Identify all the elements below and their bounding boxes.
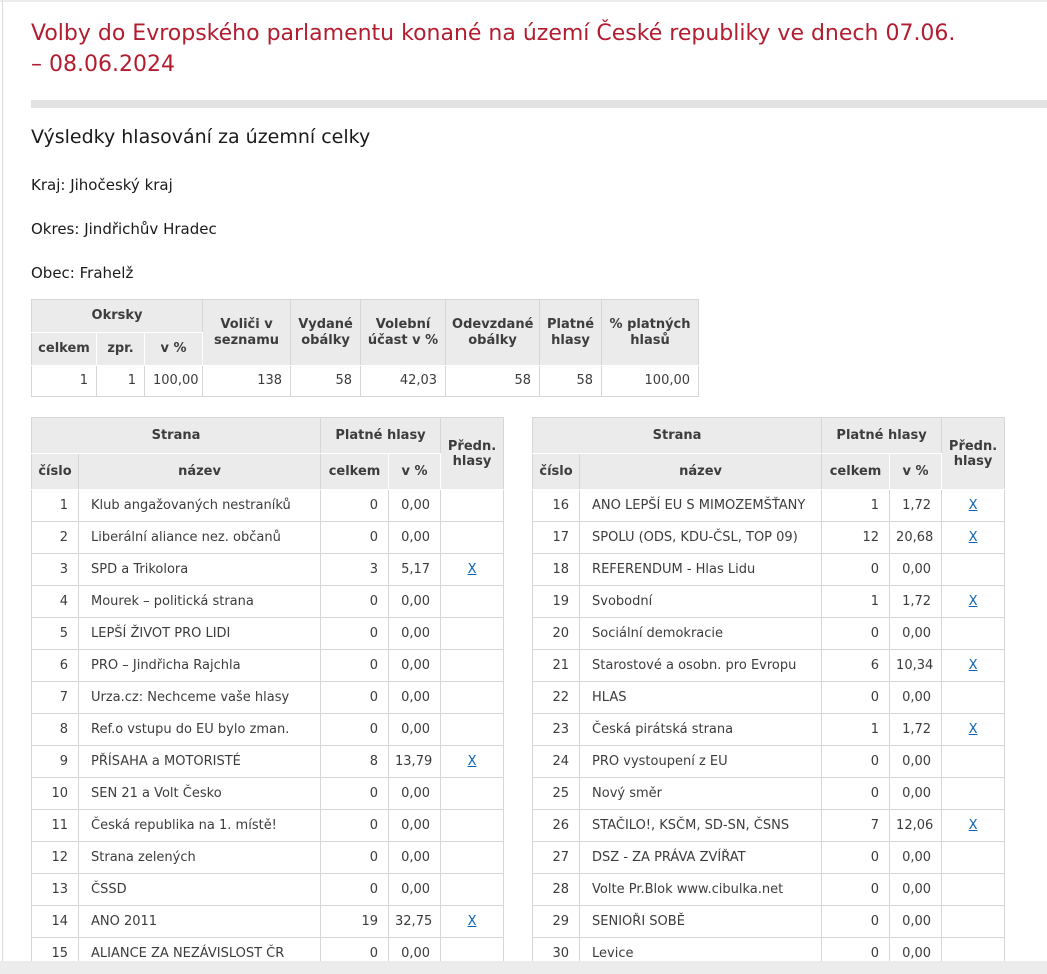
party-row (32, 618, 504, 650)
votes-total-cell: 0 (822, 842, 890, 874)
party-name-cell: ALIANCE ZA NEZÁVISLOST ČR (79, 938, 321, 970)
votes-total-cell: 3 (321, 554, 389, 586)
party-row (32, 714, 504, 746)
page-left-edge (2, 0, 3, 974)
party-row (533, 746, 1005, 778)
votes-total-cell: 7 (822, 810, 890, 842)
votes-pct-cell: 0,00 (389, 522, 441, 554)
party-name-cell: Klub angažovaných nestraníků (79, 490, 321, 522)
votes-pct-cell: 0,00 (389, 874, 441, 906)
party-name-cell: Nový směr (580, 778, 822, 810)
votes-total-cell: 0 (321, 778, 389, 810)
obec-label: Obec: (31, 264, 75, 282)
party-row (533, 778, 1005, 810)
votes-pct-cell: 32,75 (389, 906, 441, 938)
party-row (32, 682, 504, 714)
votes-pct-cell: 0,00 (389, 586, 441, 618)
party-number-cell: 16 (533, 490, 580, 522)
col-header-v-pct: v % (389, 454, 441, 490)
pct-platnych-hlasu-value: 100,00 (602, 366, 699, 397)
kraj-value: Jihočeský kraj (70, 176, 173, 194)
pref-votes-cell (942, 490, 1005, 522)
pref-votes-cell (942, 618, 1005, 650)
votes-total-cell: 1 (822, 490, 890, 522)
party-row (32, 842, 504, 874)
votes-pct-cell: 13,79 (389, 746, 441, 778)
party-number-cell: 29 (533, 906, 580, 938)
votes-pct-cell: 0,00 (890, 682, 942, 714)
party-row (32, 746, 504, 778)
summary-data-row (32, 366, 699, 397)
votes-total-cell: 0 (321, 650, 389, 682)
party-number-cell: 2 (32, 522, 79, 554)
party-number-cell: 17 (533, 522, 580, 554)
party-row (533, 554, 1005, 586)
votes-total-cell: 0 (822, 778, 890, 810)
party-number-cell: 10 (32, 778, 79, 810)
party-row (533, 650, 1005, 682)
pref-votes-cell (441, 490, 504, 522)
pref-votes-cell (441, 906, 504, 938)
turnout-summary-table (31, 299, 699, 397)
pref-votes-cell (942, 650, 1005, 682)
party-name-cell: REFERENDUM - Hlas Lidu (580, 554, 822, 586)
votes-pct-cell: 1,72 (890, 586, 942, 618)
votes-pct-cell: 0,00 (389, 650, 441, 682)
pref-votes-cell (441, 618, 504, 650)
pref-votes-link[interactable]: X (467, 562, 477, 577)
votes-total-cell: 1 (822, 714, 890, 746)
votes-total-cell: 0 (321, 714, 389, 746)
votes-pct-cell: 0,00 (389, 778, 441, 810)
party-name-cell: SENIOŘI SOBĚ (580, 906, 822, 938)
party-number-cell: 20 (533, 618, 580, 650)
votes-total-cell: 0 (321, 874, 389, 906)
vydane-obalky-value: 58 (291, 366, 361, 397)
pref-votes-cell (942, 810, 1005, 842)
votes-pct-cell: 0,00 (389, 842, 441, 874)
page-title: Volby do Evropského parlamentu konané na území České republiky ve dnech 07.06. – 08.06.2024 (31, 21, 956, 77)
okres-value: Jindřichův Hradec (84, 220, 217, 238)
party-name-cell: Liberální aliance nez. občanů (79, 522, 321, 554)
col-header-strana: Strana (533, 418, 822, 454)
pref-votes-cell (942, 906, 1005, 938)
col-header-strana: Strana (32, 418, 321, 454)
col-header-platne-hlasy: Platné hlasy (540, 300, 602, 366)
party-number-cell: 3 (32, 554, 79, 586)
party-table-header (533, 418, 1005, 490)
party-row (533, 586, 1005, 618)
col-header-nazev: název (79, 454, 321, 490)
party-results-section (31, 417, 1047, 970)
okrsky-celkem-value: 1 (32, 366, 97, 397)
okrsky-zpr-value: 1 (97, 366, 145, 397)
pref-votes-cell (441, 650, 504, 682)
votes-total-cell: 0 (822, 874, 890, 906)
pref-votes-link[interactable]: X (467, 754, 477, 769)
party-name-cell: PRO – Jindřicha Rajchla (79, 650, 321, 682)
pref-votes-cell (942, 682, 1005, 714)
section-subtitle: Výsledky hlasování za územní celky (31, 126, 371, 148)
votes-total-cell: 0 (822, 746, 890, 778)
party-number-cell: 8 (32, 714, 79, 746)
party-number-cell: 9 (32, 746, 79, 778)
party-row (32, 906, 504, 938)
votes-total-cell: 6 (822, 650, 890, 682)
col-header-okrsky: Okrsky (32, 300, 203, 333)
region-line-kraj (31, 176, 1047, 194)
col-header-okrsky-celkem: celkem (32, 333, 97, 366)
votes-total-cell: 12 (822, 522, 890, 554)
col-header-predn-hlasy: Předn. hlasy (441, 418, 504, 490)
party-number-cell: 12 (32, 842, 79, 874)
page-bottom-edge (0, 961, 1047, 974)
votes-pct-cell: 0,00 (389, 618, 441, 650)
col-header-predn-hlasy: Předn. hlasy (942, 418, 1005, 490)
party-name-cell: Ref.o vstupu do EU bylo zman. (79, 714, 321, 746)
pref-votes-link[interactable]: X (467, 914, 477, 929)
col-header-pct-platnych-hlasu: % platných hlasů (602, 300, 699, 366)
region-line-okres (31, 220, 1047, 238)
okrsky-v-pct-value: 100,00 (145, 366, 203, 397)
party-name-cell: Volte Pr.Blok www.cibulka.net (580, 874, 822, 906)
party-row (32, 778, 504, 810)
party-name-cell: ANO LEPŠÍ EU S MIMOZEMŠŤANY (580, 490, 822, 522)
pref-votes-cell (942, 714, 1005, 746)
party-name-cell: PŘÍSAHA a MOTORISTÉ (79, 746, 321, 778)
party-name-cell: SPOLU (ODS, KDU-ČSL, TOP 09) (580, 522, 822, 554)
votes-pct-cell: 12,06 (890, 810, 942, 842)
col-header-celkem: celkem (822, 454, 890, 490)
votes-pct-cell: 0,00 (389, 938, 441, 970)
pref-votes-link[interactable]: X (968, 594, 978, 609)
pref-votes-cell (942, 586, 1005, 618)
platne-hlasy-value: 58 (540, 366, 602, 397)
votes-pct-cell: 0,00 (890, 554, 942, 586)
party-name-cell: Levice (580, 938, 822, 970)
party-number-cell: 5 (32, 618, 79, 650)
region-line-obec (31, 264, 1047, 282)
votes-pct-cell: 0,00 (890, 746, 942, 778)
party-name-cell: SEN 21 a Volt Česko (79, 778, 321, 810)
party-row (533, 906, 1005, 938)
party-name-cell: LEPŠÍ ŽIVOT PRO LIDI (79, 618, 321, 650)
party-name-cell: Česká pirátská strana (580, 714, 822, 746)
party-name-cell: Starostové a osobn. pro Evropu (580, 650, 822, 682)
party-name-cell: Svobodní (580, 586, 822, 618)
votes-pct-cell: 0,00 (890, 842, 942, 874)
party-table-header (32, 418, 504, 490)
party-row (533, 490, 1005, 522)
party-row (32, 874, 504, 906)
col-header-okrsky-zpr: zpr. (97, 333, 145, 366)
pref-votes-link[interactable]: X (968, 498, 978, 513)
votes-pct-cell: 0,00 (890, 618, 942, 650)
odevzdane-obalky-value: 58 (446, 366, 540, 397)
title-divider (31, 100, 1047, 108)
party-name-cell: PRO vystoupení z EU (580, 746, 822, 778)
party-number-cell: 24 (533, 746, 580, 778)
party-number-cell: 14 (32, 906, 79, 938)
pref-votes-cell (441, 778, 504, 810)
party-row (533, 682, 1005, 714)
votes-total-cell: 0 (822, 554, 890, 586)
pref-votes-link[interactable]: X (968, 722, 978, 737)
party-number-cell: 19 (533, 586, 580, 618)
votes-total-cell: 0 (822, 938, 890, 970)
pref-votes-cell (942, 522, 1005, 554)
party-row (533, 522, 1005, 554)
party-number-cell: 30 (533, 938, 580, 970)
party-row (32, 650, 504, 682)
votes-total-cell: 0 (822, 906, 890, 938)
col-header-cislo: číslo (32, 454, 79, 490)
votes-total-cell: 0 (321, 490, 389, 522)
pref-votes-cell (441, 682, 504, 714)
pref-votes-link[interactable]: X (968, 658, 978, 673)
party-row (533, 618, 1005, 650)
party-name-cell: Česká republika na 1. místě! (79, 810, 321, 842)
party-number-cell: 13 (32, 874, 79, 906)
votes-total-cell: 0 (822, 682, 890, 714)
party-number-cell: 25 (533, 778, 580, 810)
party-row (533, 810, 1005, 842)
votes-total-cell: 0 (321, 938, 389, 970)
col-header-odevzdane-obalky: Odevzdané obálky (446, 300, 540, 366)
party-number-cell: 6 (32, 650, 79, 682)
pref-votes-cell (441, 746, 504, 778)
pref-votes-cell (441, 714, 504, 746)
col-header-okrsky-v-pct: v % (145, 333, 203, 366)
party-number-cell: 1 (32, 490, 79, 522)
party-number-cell: 18 (533, 554, 580, 586)
votes-pct-cell: 5,17 (389, 554, 441, 586)
party-results-table-left (31, 417, 504, 970)
party-row (32, 810, 504, 842)
col-header-cislo: číslo (533, 454, 580, 490)
party-row (533, 714, 1005, 746)
party-number-cell: 22 (533, 682, 580, 714)
party-row (32, 522, 504, 554)
votes-pct-cell: 0,00 (890, 906, 942, 938)
votes-pct-cell: 0,00 (890, 874, 942, 906)
votes-total-cell: 0 (822, 618, 890, 650)
pref-votes-cell (942, 778, 1005, 810)
volici-v-seznamu-value: 138 (203, 366, 291, 397)
votes-total-cell: 0 (321, 682, 389, 714)
pref-votes-cell (441, 810, 504, 842)
col-header-nazev: název (580, 454, 822, 490)
votes-total-cell: 0 (321, 522, 389, 554)
volebni-ucast-value: 42,03 (361, 366, 446, 397)
pref-votes-cell (942, 842, 1005, 874)
votes-pct-cell: 1,72 (890, 490, 942, 522)
votes-pct-cell: 0,00 (389, 810, 441, 842)
votes-pct-cell: 1,72 (890, 714, 942, 746)
col-header-platne-hlasy: Platné hlasy (321, 418, 441, 454)
votes-total-cell: 0 (321, 810, 389, 842)
party-number-cell: 26 (533, 810, 580, 842)
party-row (32, 586, 504, 618)
party-name-cell: SPD a Trikolora (79, 554, 321, 586)
party-name-cell: STAČILO!, KSČM, SD-SN, ČSNS (580, 810, 822, 842)
col-header-vydane-obalky: Vydané obálky (291, 300, 361, 366)
party-number-cell: 27 (533, 842, 580, 874)
col-header-volici-v-seznamu: Voliči v seznamu (203, 300, 291, 366)
party-row (32, 554, 504, 586)
votes-pct-cell: 20,68 (890, 522, 942, 554)
page-top-edge (0, 0, 1047, 2)
pref-votes-cell (441, 874, 504, 906)
party-number-cell: 21 (533, 650, 580, 682)
pref-votes-cell (441, 522, 504, 554)
votes-total-cell: 0 (321, 586, 389, 618)
col-header-v-pct: v % (890, 454, 942, 490)
party-name-cell: DSZ - ZA PRÁVA ZVÍŘAT (580, 842, 822, 874)
votes-total-cell: 0 (321, 842, 389, 874)
party-name-cell: ANO 2011 (79, 906, 321, 938)
votes-pct-cell: 10,34 (890, 650, 942, 682)
pref-votes-cell (441, 554, 504, 586)
party-name-cell: Strana zelených (79, 842, 321, 874)
pref-votes-cell (942, 554, 1005, 586)
votes-pct-cell: 0,00 (389, 682, 441, 714)
party-number-cell: 4 (32, 586, 79, 618)
party-row (533, 874, 1005, 906)
party-name-cell: Urza.cz: Nechceme vaše hlasy (79, 682, 321, 714)
party-number-cell: 11 (32, 810, 79, 842)
obec-value: Frahelž (79, 264, 134, 282)
votes-pct-cell: 0,00 (890, 938, 942, 970)
col-header-platne-hlasy: Platné hlasy (822, 418, 942, 454)
votes-pct-cell: 0,00 (890, 778, 942, 810)
party-name-cell: ČSSD (79, 874, 321, 906)
votes-total-cell: 19 (321, 906, 389, 938)
summary-table-header (32, 300, 699, 366)
party-number-cell: 23 (533, 714, 580, 746)
okres-label: Okres: (31, 220, 80, 238)
kraj-label: Kraj: (31, 176, 66, 194)
pref-votes-link[interactable]: X (968, 818, 978, 833)
party-row (533, 842, 1005, 874)
votes-pct-cell: 0,00 (389, 714, 441, 746)
party-row (32, 490, 504, 522)
party-number-cell: 15 (32, 938, 79, 970)
pref-votes-cell (441, 842, 504, 874)
col-header-celkem: celkem (321, 454, 389, 490)
pref-votes-link[interactable]: X (968, 530, 978, 545)
col-header-volebni-ucast: Volební účast v % (361, 300, 446, 366)
party-name-cell: Sociální demokracie (580, 618, 822, 650)
pref-votes-cell (441, 586, 504, 618)
party-number-cell: 28 (533, 874, 580, 906)
votes-total-cell: 8 (321, 746, 389, 778)
party-number-cell: 7 (32, 682, 79, 714)
votes-total-cell: 0 (321, 618, 389, 650)
party-name-cell: Mourek – politická strana (79, 586, 321, 618)
party-results-table-right (532, 417, 1005, 970)
votes-total-cell: 1 (822, 586, 890, 618)
party-name-cell: HLAS (580, 682, 822, 714)
pref-votes-cell (942, 874, 1005, 906)
pref-votes-cell (942, 746, 1005, 778)
votes-pct-cell: 0,00 (389, 490, 441, 522)
